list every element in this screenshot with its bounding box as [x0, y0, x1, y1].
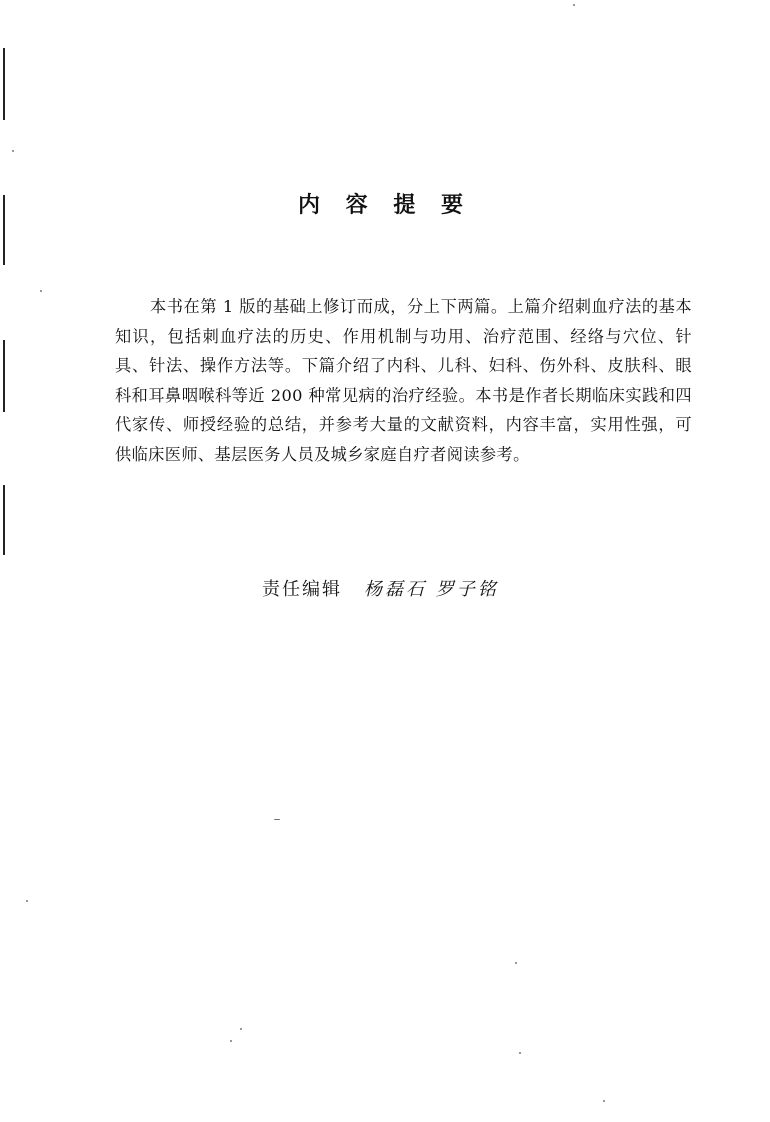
scan-speck [519, 1052, 521, 1054]
scan-speck [603, 1100, 605, 1102]
scan-edge-line [3, 340, 5, 412]
scan-edge-line [3, 48, 5, 120]
scan-speck [515, 962, 517, 964]
scan-speck [573, 4, 575, 6]
scan-speck [40, 290, 42, 292]
page-title: 内 容 提 要 [298, 193, 472, 218]
abstract-paragraph: 本书在第 1 版的基础上修订而成，分上下两篇。上篇介绍刺血疗法的基本知识，包括刺血疗法的历史、作用机制与功用、治疗范围、经络与穴位、针具、针法、操作方法等。下篇介绍了内科、儿科、妇科、伤外科、皮肤科、眼科和耳鼻咽喉科等近 200 种常见病的治疗经验。本书是作者长期临床实践和四代家传、师授经验的总结，并参考大量的文献资料，内容丰富，实用性强，可供临床医师、基层医务人员及城乡家庭自疗者阅读参考。 [115, 297, 692, 464]
editor-names: 杨磊石 罗子铭 [364, 579, 499, 600]
editor-label: 责任编辑 [262, 579, 342, 600]
scan-speck [274, 819, 280, 820]
scan-speck [230, 1040, 232, 1042]
scan-speck [26, 900, 28, 902]
scan-speck [12, 150, 14, 152]
scan-edge-line [3, 485, 5, 555]
responsible-editor-line [262, 575, 499, 601]
scan-speck [240, 1028, 242, 1030]
